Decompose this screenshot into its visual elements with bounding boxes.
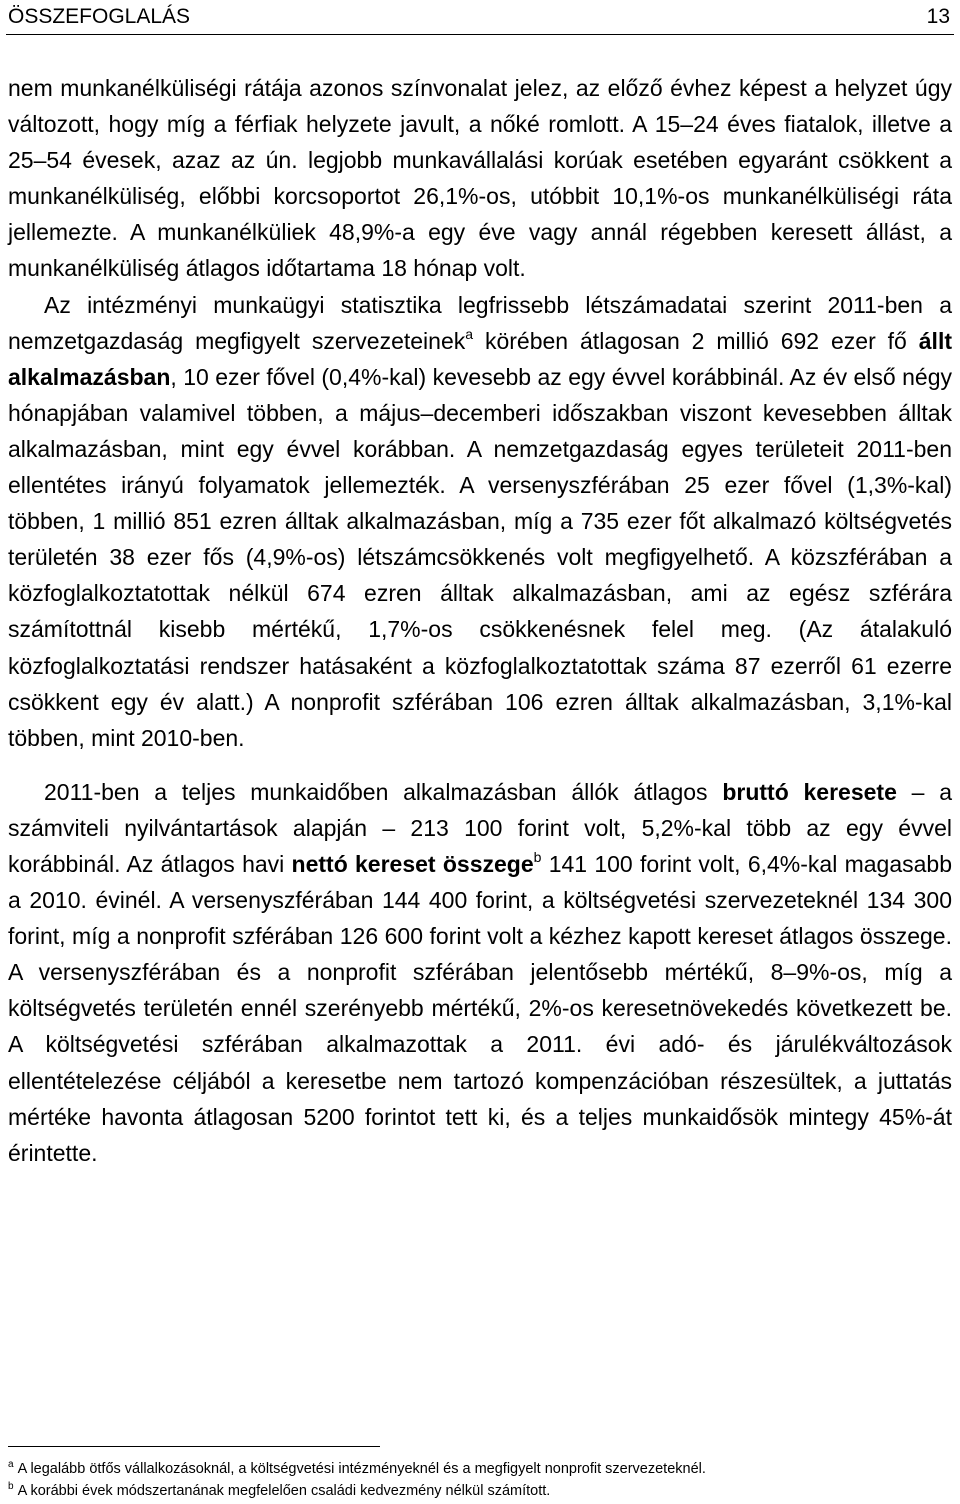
paragraph-text: 141 100 forint volt, 6,4%-kal magasabb a 2010. évinél. A versenyszférában 144 400 forint, a költségvetési szervezeteknél 134 300 forint, míg a nonprofit szférában 126 600 forint volt a kézhez kapott kereset átlagos összege. A versenyszférában és a nonprofit szférában jelentősebb mértékű, 8–9%-os, míg a költségvetés területén ennél szerényebb mértékű, 2%-os keresetnövekedés következett be. A költségvetési szférában alkalmazottak a 2011. évi adó- és járulékváltozások ellentételezése céljából a keresetbe nem tartozó kompenzációban részesültek, a juttatás mértéke havonta átlagosan 5200 forintot tett ki, és a teljes munkaidősök mintegy 45%-át érintette. <box>8 850 952 1166</box>
footnote-text: A korábbi évek módszertanának megfelelően családi kedvezmény nélkül számított. <box>17 1483 551 1499</box>
footnote-marker: a <box>8 1459 14 1470</box>
main-text <box>8 70 952 1171</box>
footnote-marker: b <box>8 1481 14 1492</box>
paragraph-employment <box>8 287 952 756</box>
paragraph-text: körében átlagosan 2 millió 692 ezer fő <box>473 327 919 354</box>
paragraph-text: 2011-ben a teljes munkaidőben alkalmazásban állók átlagos <box>44 778 723 805</box>
paragraph-earnings <box>8 774 952 1171</box>
paragraph-unemployment <box>8 70 952 287</box>
footnote-ref-a: a <box>465 325 474 342</box>
paragraph-text: , 10 ezer fővel (0,4%-kal) kevesebb az egy évvel korábbinál. Az év első négy hónapjában valamivel többen, a május–decemberi időszakban viszont kevesebben álltak alkalmazásban, mint egy évvel korábban. A nemzetgazdaság egyes területeit 2011-ben ellentétes irányú folyamatok jellemezték. A versenyszférában 25 ezer fővel (1,3%-kal) többen, 1 millió 851 ezren álltak alkalmazásban, míg a 735 ezer főt alkalmazó költségvetés területén 38 ezer fős (4,9%-os) létszámcsökkenés volt megfigyelhető. A közszférában a közfoglalkoztatottak nélkül 674 ezren álltak alkalmazásban, ami az egész szférára számítottnál kisebb mértékű, 1,7%-os csökkenésnek felel meg. (Az átalakuló közfoglalkoztatási rendszer hatásaként a közfoglalkoztatottak száma 87 ezerről 61 ezerre csökkent egy év alatt.) A nonprofit szférában 106 ezren álltak alkalmazásban, 3,1%-kal többen, mint 2010-ben. <box>8 363 952 751</box>
page-number: 13 <box>926 5 950 28</box>
footnotes <box>8 1458 952 1502</box>
footnote-b <box>8 1480 952 1502</box>
footnote-a <box>8 1458 952 1480</box>
paragraph-text: nem munkanélküliségi rátája azonos színvonalat jelez, az előző évhez képest a helyzet úgy változott, hogy míg a férfiak helyzete javult, a nőké romlott. A 15–24 éves fiatalok, illetve a 25–54 évesek, azaz az ún. legjobb munkavállalási korúak esetében egyaránt csökkent a munkanélküliség, előbbi korcsoportot 26,1%-os, utóbbit 10,1%-os munkanélküliségi ráta jellemezte. A munkanélküliek 48,9%-a egy éve vagy annál régebben keresett állást, a munkanélküliség átlagos időtartama 18 hónap volt. <box>8 75 952 282</box>
paragraph-text: – a számviteli nyilvántartások alapján – 213 100 forint volt, 5,2%-kal több az egy évvel korábbinál. Az átlagos havi <box>8 778 952 877</box>
paragraph-text: Az intézményi munkaügyi statisztika legfrissebb létszámadatai szerint 2011-ben a nemzetgazdaság megfigyelt szervezeteinek <box>8 291 952 354</box>
footnote-divider <box>8 1446 380 1447</box>
bold-term: nettó kereset összege <box>291 850 534 877</box>
page-header <box>6 0 954 35</box>
section-title: ÖSSZEFOGLALÁS <box>8 5 191 28</box>
footnote-ref-b: b <box>533 848 542 865</box>
bold-term: állt alkalmazásban <box>8 327 952 390</box>
bold-term: bruttó keresete <box>722 778 897 805</box>
footnote-text: A legalább ötfős vállalkozásoknál, a költségvetési intézményeknél és a megfigyelt nonprofit szervezeteknél. <box>17 1461 706 1477</box>
